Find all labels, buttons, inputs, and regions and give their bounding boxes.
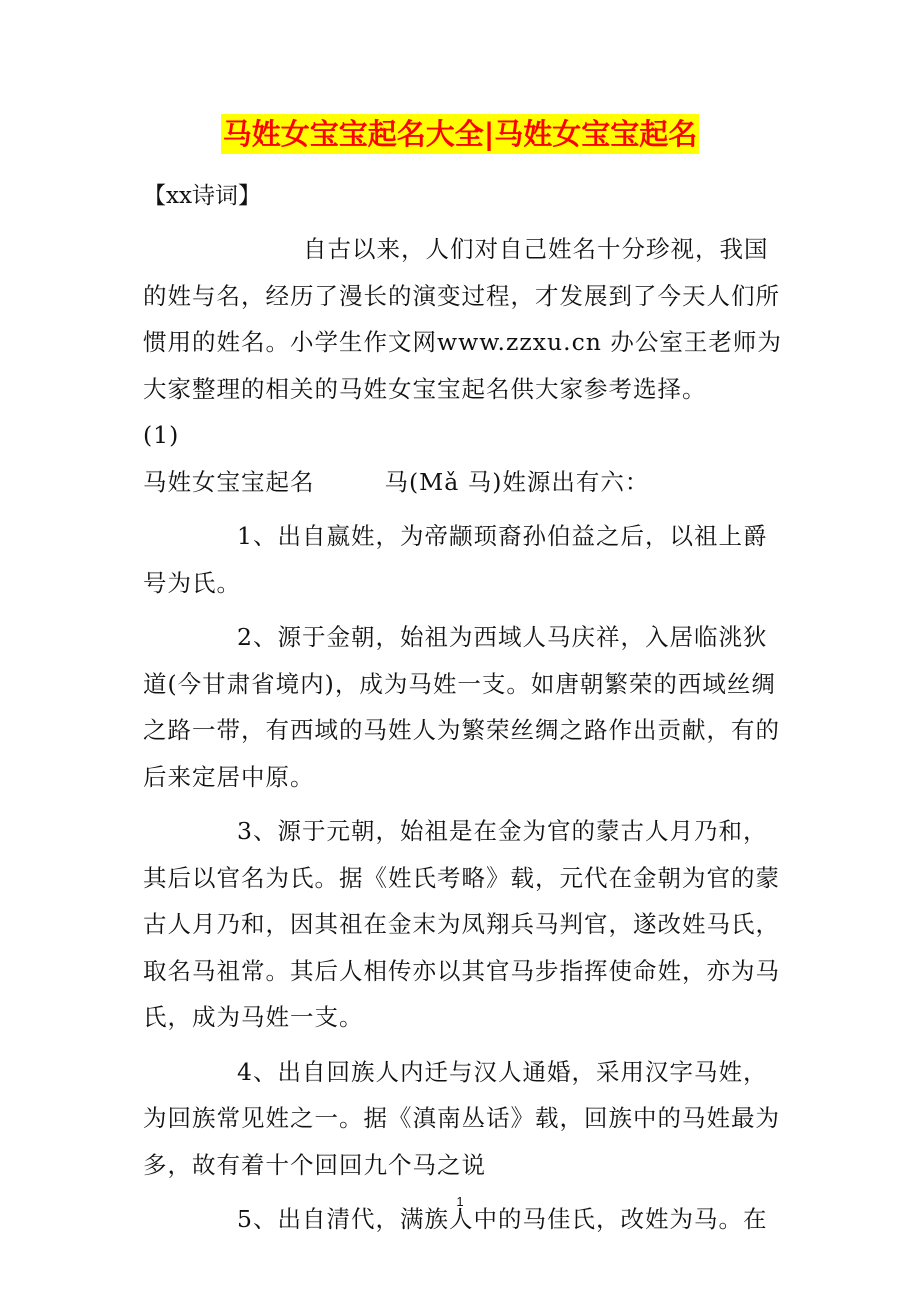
paragraph-item-1: 1、出自嬴姓，为帝颛顼裔孙伯益之后，以祖上爵号为氏。	[143, 522, 768, 597]
intro-number: (1)	[143, 421, 180, 449]
intro-text: 自古以来，人们对自己姓名十分珍视，我国的姓与名，经历了漫长的演变过程，才发展到了今天人们所惯用的姓名。小学生作文网www.zzxu.cn 办公室王老师为大家整理的相关的马姓女宝宝起名供大家参考选择。	[143, 235, 782, 403]
document-body	[143, 226, 783, 1251]
document-title: 马姓女宝宝起名大全|马姓女宝宝起名	[221, 114, 700, 154]
intro-origin: 马(Mǎ 马)姓源出有六：	[384, 467, 650, 496]
intro-subtitle: 马姓女宝宝起名	[143, 467, 315, 496]
title-container	[0, 114, 920, 154]
paragraph-item-5: 5、出自清代，满族人中的马佳氏，改姓为马。在	[237, 1205, 768, 1233]
paragraph-item-2: 2、源于金朝，始祖为西域人马庆祥，入居临洮狄道(今甘肃省境内)，成为马姓一支。如唐朝繁荣的西域丝绸之路一带，有西域的马姓人为繁荣丝绸之路作出贡献，有的后来定居中原。	[143, 623, 780, 791]
paragraph-item-3: 3、源于元朝，始祖是在金为官的蒙古人月乃和，其后以官名为氏。据《姓氏考略》载，元代在金朝为官的蒙古人月乃和，因其祖在金末为凤翔兵马判官，遂改姓马氏，取名马祖常。其后人相传亦以其官马步指挥使命姓，亦为马氏，成为马姓一支。	[143, 817, 780, 1031]
page-number: 1	[456, 1194, 464, 1209]
paragraph-item-4: 4、出自回族人内迁与汉人通婚，采用汉字马姓，为回族常见姓之一。据《滇南丛话》载，回族中的马姓最为多，故有着十个回回九个马之说	[143, 1057, 780, 1179]
source-tag: 【xx诗词】	[143, 183, 261, 209]
paragraph-intro	[143, 226, 783, 505]
